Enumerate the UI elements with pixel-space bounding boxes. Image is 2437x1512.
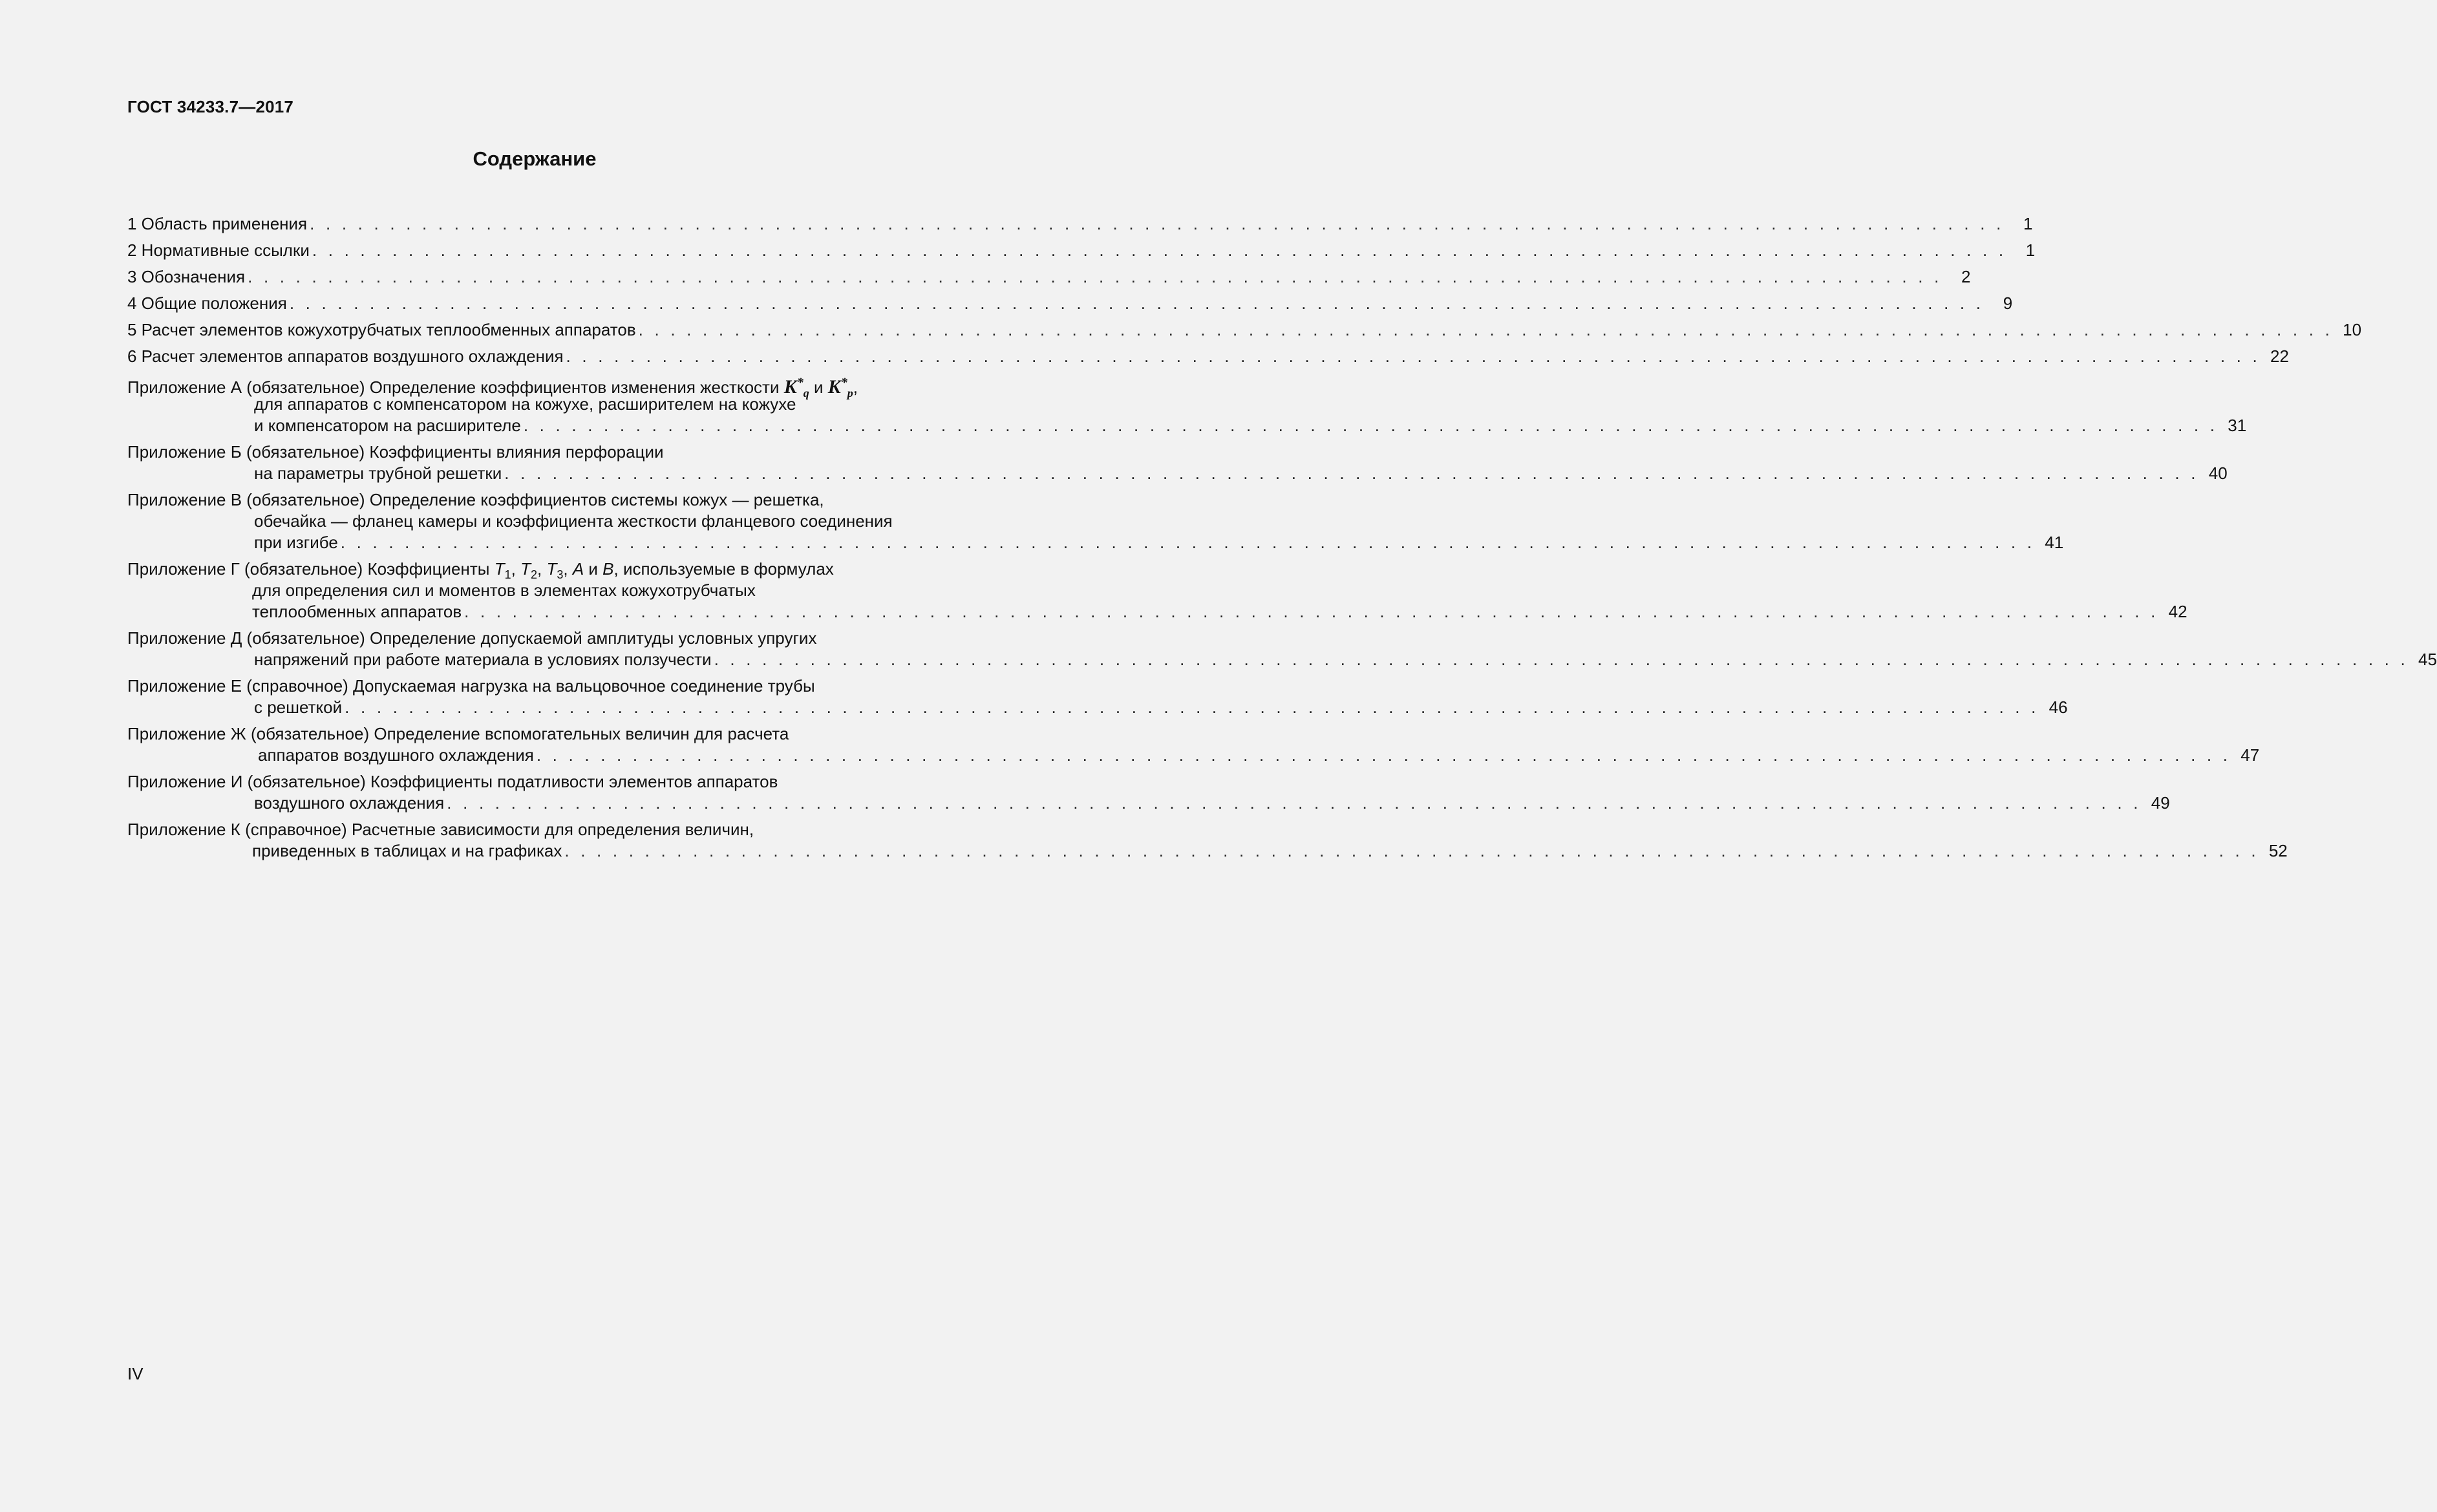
toc-entry-6[interactable] xyxy=(127,346,2289,367)
annex-d-line2: напряжений при работе материала в условиях ползучести xyxy=(254,650,712,669)
annex-d-line1: Приложение Д (обязательное) Определение допускаемой амплитуды условных упругих xyxy=(127,628,817,648)
annex-a-line1: Приложение А (обязательное) Определение коэффициентов изменения жесткости xyxy=(127,378,780,397)
toc-annex-i[interactable] xyxy=(127,771,2170,814)
dot-leader: . . . . . . . . . . . . . . . . . . . . . . . . . . . . . . . . . . . . . . . . . . . . . . . . . . . . . . . . . . . . . . . . . . . . . . . . . . . . . . . . . . . . . . . . . . . . . . . . . . . . . . . . . . xyxy=(310,214,2005,233)
star-sup: * xyxy=(796,376,803,390)
toc-page-number: 49 xyxy=(2151,793,2170,813)
annex-k-line2: приведенных в таблицах и на графиках xyxy=(252,841,562,860)
toc-page-number: 46 xyxy=(2049,697,2068,717)
k-letter: K xyxy=(827,376,841,398)
annex-e-line1: Приложение Е (справочное) Допускаемая нагрузка на вальцовочное соединение трубы xyxy=(127,676,815,696)
annex-e-line2: с решеткой xyxy=(254,697,343,717)
toc-annex-b[interactable] xyxy=(127,442,2228,484)
toc-page-number: 10 xyxy=(2343,320,2362,339)
toc-entry-5[interactable] xyxy=(127,319,2362,341)
toc-page-number: 1 xyxy=(2025,240,2036,260)
comma: , xyxy=(563,559,568,579)
toc-entry-3[interactable] xyxy=(127,266,1971,288)
comma: , xyxy=(537,559,542,579)
conjunction: и xyxy=(813,378,824,397)
b-symbol: B xyxy=(602,559,614,579)
annex-g-line3: теплообменных аппаратов xyxy=(252,602,462,621)
document-code: ГОСТ 34233.7—2017 xyxy=(127,97,294,116)
toc-annex-d[interactable] xyxy=(127,628,2437,670)
annex-b-line1: Приложение Б (обязательное) Коэффициенты влияния перфорации xyxy=(127,442,664,462)
k-letter: K xyxy=(783,376,797,398)
p-sub: p xyxy=(847,387,853,399)
dot-leader: . . . . . . . . . . . . . . . . . . . . . . . . . . . . . . . . . . . . . . . . . . . . . . . . . . . . . . . . . . . . . . . . . . . . . . . . . . . . . . . . . . . . . . . . . . . . . . . . . . . . . . . . . . xyxy=(536,745,2231,765)
dot-leader: . . . . . . . . . . . . . . . . . . . . . . . . . . . . . . . . . . . . . . . . . . . . . . . . . . . . . . . . . . . . . . . . . . . . . . . . . . . . . . . . . . . . . . . . . . . . . . . . . . . . . . . . . . xyxy=(564,841,2259,860)
k-p-symbol xyxy=(828,376,853,398)
toc-page-number: 41 xyxy=(2045,533,2064,552)
comma: , xyxy=(511,559,516,579)
t-symbol: T xyxy=(494,559,505,579)
dot-leader: . . . . . . . . . . . . . . . . . . . . . . . . . . . . . . . . . . . . . . . . . . . . . . . . . . . . . . . . . . . . . . . . . . . . . . . . . . . . . . . . . . . . . . . . . . . . . . . . . . . . . . . . . . xyxy=(504,463,2199,483)
toc-page-number: 1 xyxy=(2023,214,2033,233)
q-sub: q xyxy=(803,387,809,399)
dot-leader: . . . . . . . . . . . . . . . . . . . . . . . . . . . . . . . . . . . . . . . . . . . . . . . . . . . . . . . . . . . . . . . . . . . . . . . . . . . . . . . . . . . . . . . . . . . . . . . . . . . . . . . . . . xyxy=(638,320,2334,339)
table-of-contents xyxy=(127,213,2437,867)
dot-leader: . . . . . . . . . . . . . . . . . . . . . . . . . . . . . . . . . . . . . . . . . . . . . . . . . . . . . . . . . . . . . . . . . . . . . . . . . . . . . . . . . . . . . . . . . . . . . . . . . . . . . . . . . . xyxy=(566,346,2261,366)
dot-leader: . . . . . . . . . . . . . . . . . . . . . . . . . . . . . . . . . . . . . . . . . . . . . . . . . . . . . . . . . . . . . . . . . . . . . . . . . . . . . . . . . . . . . . . . . . . . . . . . . . . . . . . . . . xyxy=(289,293,1985,313)
subscript-1: 1 xyxy=(504,568,511,581)
dot-leader: . . . . . . . . . . . . . . . . . . . . . . . . . . . . . . . . . . . . . . . . . . . . . . . . . . . . . . . . . . . . . . . . . . . . . . . . . . . . . . . . . . . . . . . . . . . . . . . . . . . . . . . . . . xyxy=(248,267,1942,286)
toc-entry-title: 6 Расчет элементов аппаратов воздушного охлаждения xyxy=(127,346,564,366)
annex-g-prefix: Приложение Г (обязательное) Коэффициенты xyxy=(127,559,490,579)
toc-page-number: 47 xyxy=(2240,745,2260,765)
annex-v-line2: обечайка — фланец камеры и коэффициента жесткости фланцевого соединения xyxy=(254,511,893,531)
toc-page-number: 52 xyxy=(2268,841,2288,860)
toc-entry-title: 1 Область применения xyxy=(127,214,308,233)
toc-entry-title: 4 Общие положения xyxy=(127,293,287,313)
conjunction: и xyxy=(588,559,598,579)
a-symbol: A xyxy=(572,559,584,579)
toc-entry-title: 5 Расчет элементов кожухотрубчатых теплообменных аппаратов xyxy=(127,320,636,339)
toc-page-number: 22 xyxy=(2270,346,2289,366)
toc-entry-1[interactable] xyxy=(127,213,2033,235)
annex-a-line3: и компенсатором на расширителе xyxy=(254,416,521,435)
dot-leader: . . . . . . . . . . . . . . . . . . . . . . . . . . . . . . . . . . . . . . . . . . . . . . . . . . . . . . . . . . . . . . . . . . . . . . . . . . . . . . . . . . . . . . . . . . . . . . . . . . . . . . . . . . xyxy=(447,793,2142,813)
toc-annex-e[interactable] xyxy=(127,676,2068,718)
annex-g-line2: для определения сил и моментов в элементах кожухотрубчатых xyxy=(252,580,756,600)
toc-annex-k[interactable] xyxy=(127,819,2288,862)
annex-b-line2: на параметры трубной решетки xyxy=(254,463,502,483)
page-number-footer: IV xyxy=(127,1364,144,1383)
annex-a-line2: для аппаратов с компенсатором на кожухе, расширителем на кожухе xyxy=(254,394,796,414)
annex-v-line3: при изгибе xyxy=(254,533,338,552)
toc-page-number: 31 xyxy=(2228,416,2247,435)
t-symbol: T xyxy=(546,559,557,579)
annex-zh-line1: Приложение Ж (обязательное) Определение вспомогательных величин для расчета xyxy=(127,724,789,743)
toc-annex-g[interactable] xyxy=(127,559,2187,623)
annex-i-line1: Приложение И (обязательное) Коэффициенты податливости элементов аппаратов xyxy=(127,772,778,791)
toc-annex-v[interactable] xyxy=(127,489,2064,553)
annex-v-line1: Приложение В (обязательное) Определение коэффициентов системы кожух — решетка, xyxy=(127,490,824,509)
annex-i-line2: воздушного охлаждения xyxy=(254,793,445,813)
dot-leader: . . . . . . . . . . . . . . . . . . . . . . . . . . . . . . . . . . . . . . . . . . . . . . . . . . . . . . . . . . . . . . . . . . . . . . . . . . . . . . . . . . . . . . . . . . . . . . . . . . . . . . . . . . xyxy=(340,533,2036,552)
annex-zh-line2: аппаратов воздушного охлаждения xyxy=(258,745,534,765)
toc-entry-title: 3 Обозначения xyxy=(127,267,246,286)
comma: , xyxy=(853,378,858,397)
page-title: Содержание xyxy=(473,147,597,170)
toc-annex-a[interactable] xyxy=(127,372,2247,436)
subscript-2: 2 xyxy=(530,568,537,581)
dot-leader: . . . . . . . . . . . . . . . . . . . . . . . . . . . . . . . . . . . . . . . . . . . . . . . . . . . . . . . . . . . . . . . . . . . . . . . . . . . . . . . . . . . . . . . . . . . . . . . . . . . . . . . . . . xyxy=(523,416,2219,435)
star-sup: * xyxy=(840,376,847,390)
t-symbol: T xyxy=(520,559,531,579)
toc-entry-2[interactable] xyxy=(127,240,2036,261)
dot-leader: . . . . . . . . . . . . . . . . . . . . . . . . . . . . . . . . . . . . . . . . . . . . . . . . . . . . . . . . . . . . . . . . . . . . . . . . . . . . . . . . . . . . . . . . . . . . . . . . . . . . . . . . . . xyxy=(714,650,2409,669)
toc-page-number: 2 xyxy=(1961,267,1971,286)
toc-page-number: 9 xyxy=(2003,293,2013,313)
toc-page-number: 42 xyxy=(2168,602,2187,621)
toc-entry-title: 2 Нормативные ссылки xyxy=(127,240,310,260)
annex-k-line1: Приложение К (справочное) Расчетные зависимости для определения величин, xyxy=(127,820,754,839)
annex-g-suffix: , используемые в формулах xyxy=(613,559,834,579)
subscript-3: 3 xyxy=(557,568,564,581)
dot-leader: . . . . . . . . . . . . . . . . . . . . . . . . . . . . . . . . . . . . . . . . . . . . . . . . . . . . . . . . . . . . . . . . . . . . . . . . . . . . . . . . . . . . . . . . . . . . . . . . . . . . . . . . . . xyxy=(464,602,2159,621)
toc-page-number: 45 xyxy=(2418,650,2437,669)
dot-leader: . . . . . . . . . . . . . . . . . . . . . . . . . . . . . . . . . . . . . . . . . . . . . . . . . . . . . . . . . . . . . . . . . . . . . . . . . . . . . . . . . . . . . . . . . . . . . . . . . . . . . . . . . . xyxy=(345,697,2039,717)
dot-leader: . . . . . . . . . . . . . . . . . . . . . . . . . . . . . . . . . . . . . . . . . . . . . . . . . . . . . . . . . . . . . . . . . . . . . . . . . . . . . . . . . . . . . . . . . . . . . . . . . . . . . . . . . . xyxy=(312,240,2007,260)
toc-entry-4[interactable] xyxy=(127,293,2013,314)
toc-page-number: 40 xyxy=(2208,463,2228,483)
toc-annex-zh[interactable] xyxy=(127,723,2260,766)
